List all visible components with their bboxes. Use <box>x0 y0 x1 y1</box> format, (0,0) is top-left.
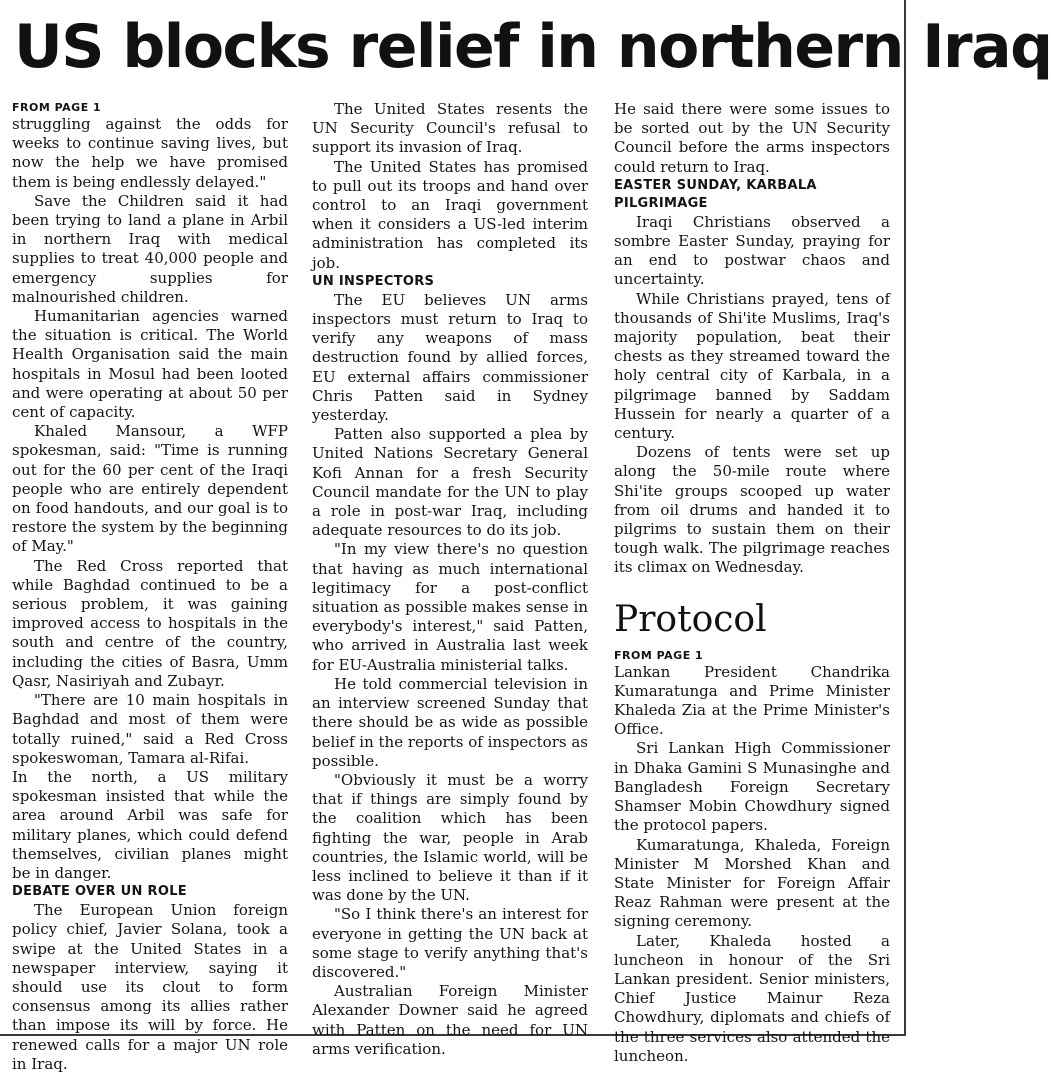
paragraph: He told commercial television in an interview screened Sunday that there should be as wide as possible belief in the reports of inspectors as possible. <box>312 674 588 770</box>
section-subhead: UN INSPECTORS <box>312 273 435 289</box>
paragraph: Sri Lankan High Commissioner in Dhaka Gamini S Munasinghe and Bangladesh Foreign Secretary Shamser Mobin Chowdhury signed the protocol papers. <box>614 739 890 835</box>
paragraph: "So I think there's an interest for everyone in getting the UN back at some stage to verify anything that's discovered." <box>312 905 588 981</box>
article-column-2 <box>312 100 588 1059</box>
paragraph: Kumaratunga, Khaleda, Foreign Minister M Morshed Khan and State Minister for Foreign Affair Reaz Rahman were present at the signing ceremony. <box>614 835 890 931</box>
paragraph: The United States has promised to pull out its troops and hand over control to an Iraqi government when it considers a US-led interim administration has completed its job. <box>312 157 588 272</box>
paragraph: "Obviously it must be a worry that if things are simply found by the coalition which has been fighting the war, people in Arab countries, the Islamic world, will be less inclined to believe it than if it was done by the UN. <box>312 770 588 905</box>
paragraph: The European Union foreign policy chief, Javier Solana, took a swipe at the United States in a newspaper interview, saying it should use its clout to form consensus among its allies rather than impose its will by force. He renewed calls for a major UN role in Iraq. <box>12 901 288 1073</box>
paragraph: Iraqi Christians observed a sombre Easter Sunday, praying for an end to postwar chaos and uncertainty. <box>614 212 890 289</box>
paragraph: Humanitarian agencies warned the situation is critical. The World Health Organisation said the main hospitals in Mosul had been looted and were operating at about 50 per cent of capacity. <box>12 307 288 422</box>
paragraph: Lankan President Chandrika Kumaratunga and Prime Minister Khaleda Zia at the Prime Minister's Office. <box>614 662 890 739</box>
paragraph: Australian Foreign Minister Alexander Downer said he agreed with Patten on the need for UN arms verification. <box>312 982 588 1058</box>
paragraph: Dozens of tents were set up along the 50-mile route where Shi'ite groups scooped up water from oil drums and handed it to pilgrims to sustain them on their tough walk. The pilgrimage reaches its climax on Wednesday. <box>614 443 890 577</box>
paragraph: The EU believes UN arms inspectors must return to Iraq to verify any weapons of mass destruction found by allied forces, EU external affairs commissioner Chris Patten said in Sydney yesterday. <box>312 290 588 425</box>
article-column-3 <box>614 100 890 1066</box>
paragraph: Khaled Mansour, a WFP spokesman, said: "Time is running out for the 60 per cent of the Iraqi people who are entirely dependent on food handouts, and our goal is to restore the system by the beginning of May." <box>12 422 288 556</box>
article-column-1 <box>12 100 288 1074</box>
paragraph: "There are 10 main hospitals in Baghdad and most of them were totally ruined," said a Red Cross spokeswoman, Tamara al-Rifai. <box>12 691 288 767</box>
paragraph: The Red Cross reported that while Baghdad continued to be a serious problem, it was gaining improved access to hospitals in the south and centre of the country, including the cities of Basra, Umm Qasr, Nasiriyah and Zubayr. <box>12 556 288 690</box>
paragraph: Later, Khaleda hosted a luncheon in honour of the Sri Lankan president. Senior ministers, Chief Justice Mainur Reza Chowdhury, diplomats and chiefs of the three services also attended the luncheon. <box>614 931 890 1065</box>
paragraph: The United States resents the UN Security Council's refusal to support its invasion of Iraq. <box>312 100 588 157</box>
paragraph: In the north, a US military spokesman insisted that while the area around Arbil was safe for military planes, which could defend themselves, civilian planes might be in danger. <box>12 767 288 882</box>
paragraph: While Christians prayed, tens of thousands of Shi'ite Muslims, Iraq's majority population, beat their chests as they streamed toward the holy central city of Karbala, in a pilgrimage banned by Saddam Hussein for nearly a quarter of a century. <box>614 289 890 443</box>
paragraph: "In my view there's no question that having as much international legitimacy for a post-conflict situation as possible makes sense in everybody's interest," said Patten, who arrived in Australia last week for EU-Australia ministerial talks. <box>312 540 588 674</box>
protocol-headline: Protocol <box>614 598 767 640</box>
paragraph: He said there were some issues to be sorted out by the UN Security Council before the arms inspectors could return to Iraq. <box>614 100 890 176</box>
headline: US blocks relief in northern Iraq <box>14 12 1052 82</box>
paragraph: Save the Children said it had been trying to land a plane in Arbil in northern Iraq with medical supplies to treat 40,000 people and emergency supplies for malnourished children. <box>12 191 288 306</box>
paragraph: struggling against the odds for weeks to continue saving lives, but now the help we have promised them is being endlessly delayed." <box>12 115 288 191</box>
continued-from-label: FROM PAGE 1 <box>12 101 102 114</box>
paragraph: Patten also supported a plea by United Nations Secretary General Kofi Annan for a fresh Security Council mandate for the UN to play a role in post-war Iraq, including adequate resources to do its job. <box>312 425 588 540</box>
section-subhead: DEBATE OVER UN ROLE <box>12 884 187 900</box>
continued-from-label: FROM PAGE 1 <box>614 648 704 662</box>
section-subhead: EASTER SUNDAY, KARBALA PILGRIMAGE <box>614 177 817 211</box>
